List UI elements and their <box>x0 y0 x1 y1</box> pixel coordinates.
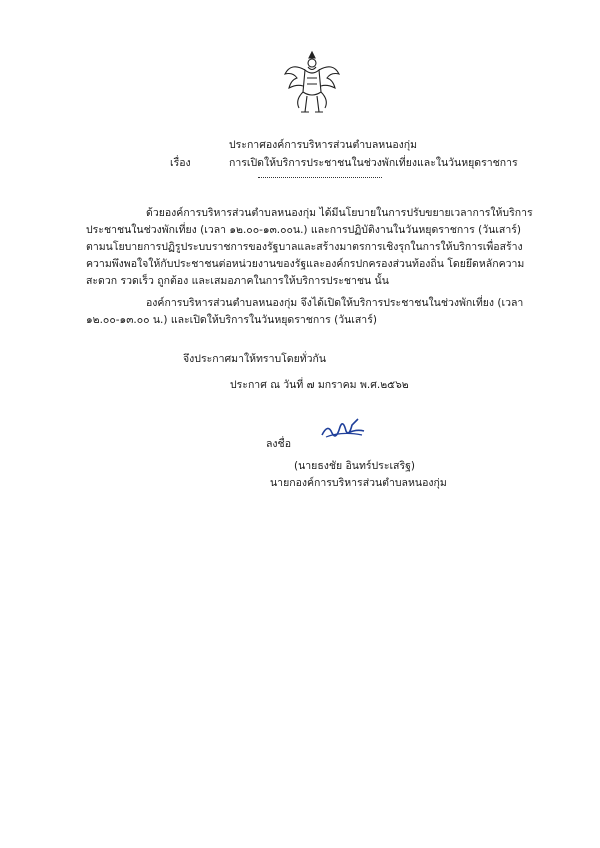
handwritten-signature-icon <box>318 415 366 443</box>
notice-text: จึงประกาศมาให้ทราบโดยทั่วกัน <box>183 353 327 365</box>
document-title: ประกาศองค์การบริหารส่วนตำบลหนองกุ่ม <box>229 139 418 151</box>
subject-text: การเปิดให้บริการประชาชนในช่วงพักเที่ยงและในวันหยุดราชการ <box>229 157 518 169</box>
dotted-divider <box>258 177 382 178</box>
signer-name: (นายธงชัย อินทร์ประเสริฐ) <box>294 460 415 472</box>
paragraph-1: ด้วยองค์การบริหารส่วนตำบลหนองกุ่ม ได้มีนโยบายในการปรับขยายเวลาการให้บริการประชาชนในช่วงพักเที่ยง (เวลา ๑๒.๐๐-๑๓.๐๐น.) และการปฏิบัติงานในวันหยุดราชการ (วันเสาร์) ตามนโยบายการปฏิรูประบบราชการของรัฐบาลและสร้างมาตรการเชิงรุกในการให้บริการเพื่อสร้างความพึงพอใจให้กับประชาชนต่อหน่วยงานของรัฐและองค์กรปกครองส่วนท้องถิ่น โดยยึดหลักความสะดวก รวดเร็ว ถูกต้อง และเสมอภาคในการให้บริการประชาชน นั้น <box>86 207 533 287</box>
garuda-emblem-icon <box>283 48 341 118</box>
signer-position: นายกองค์การบริหารส่วนตำบลหนองกุ่ม <box>270 477 447 489</box>
paragraph-2: องค์การบริหารส่วนตำบลหนองกุ่ม จึงได้เปิดให้บริการประชาชนในช่วงพักเที่ยง (เวลา ๑๒.๐๐-๑๓.๐๐ น.) และเปิดให้บริการในวันหยุดราชการ (วันเสาร์) <box>86 297 524 326</box>
signature-label: ลงชื่อ <box>266 438 291 450</box>
announcement-date: ประกาศ ณ วันที่ ๗ มกราคม พ.ศ.๒๕๖๒ <box>230 379 409 391</box>
subject-label: เรื่อง <box>170 157 191 169</box>
